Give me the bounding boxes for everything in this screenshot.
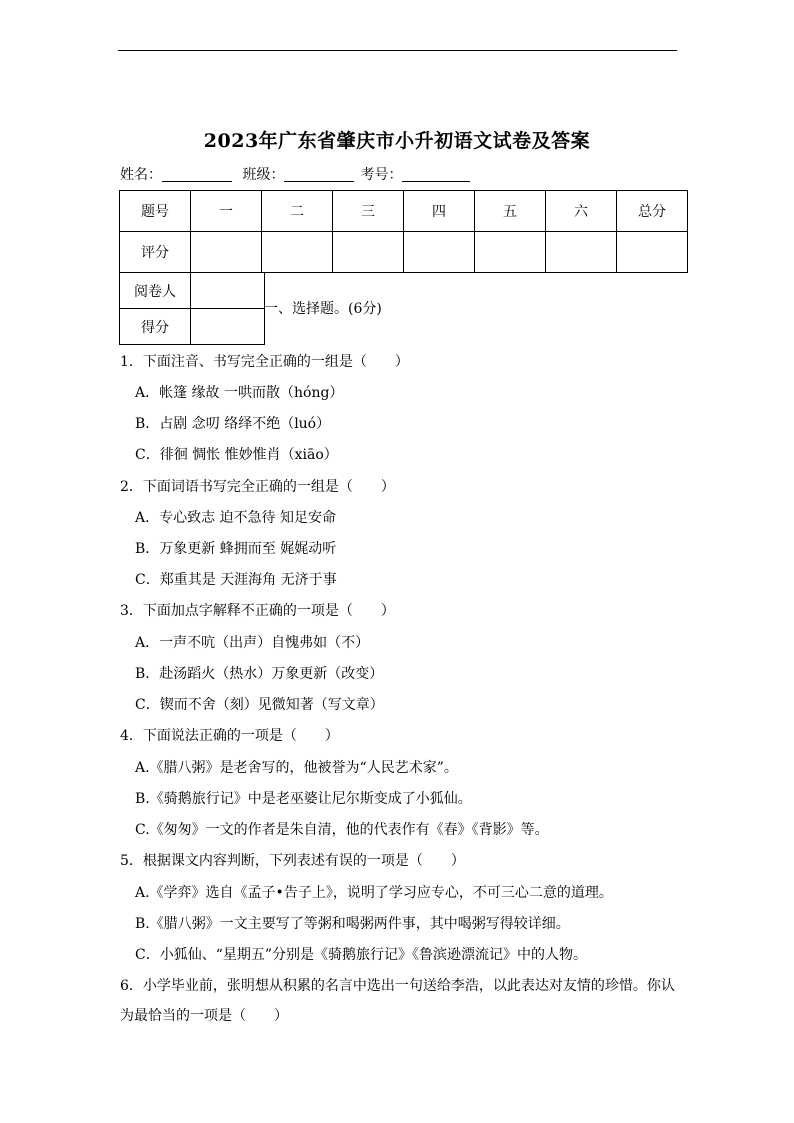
score-header-cell: 四 (404, 191, 475, 232)
score-header-cell: 二 (262, 191, 333, 232)
question-3-option-b: B．赴汤蹈火（热水）万象更新（改变） (135, 666, 384, 682)
question-4-option-b: B.《骑鹅旅行记》中是老巫婆让尼尔斯变成了小狐仙。 (135, 791, 472, 807)
question-4-option-a: A.《腊八粥》是老舍写的，他被誉为“人民艺术家”。 (135, 760, 458, 776)
score-header-cell: 三 (333, 191, 404, 232)
student-info (120, 164, 476, 184)
score-table-header-row (120, 191, 688, 232)
grader-score-cell[interactable] (191, 309, 265, 345)
question-1: 1．下面注音、书写完全正确的一组是（ ） (120, 354, 409, 370)
question-4-option-c: C.《匆匆》一文的作者是朱自清，他的代表作有《春》《背影》等。 (135, 822, 549, 838)
name-label: 姓名： (120, 167, 162, 183)
score-cell[interactable] (262, 232, 333, 273)
question-5: 5．根据课文内容判断，下列表述有误的一项是（ ） (120, 853, 465, 869)
question-5-option-b: B.《腊八粥》一文主要写了等粥和喝粥两件事，其中喝粥写得较详细。 (135, 916, 570, 932)
name-blank[interactable] (162, 167, 232, 182)
score-cell[interactable] (191, 232, 262, 273)
header-rule (118, 50, 677, 51)
question-6-line-2: 为最恰当的一项是（ ） (120, 1008, 288, 1024)
question-5-option-c: C．小狐仙、“星期五”分别是《骑鹅旅行记》《鲁滨逊漂流记》中的人物。 (135, 947, 588, 963)
question-6-line-1: 6．小学毕业前，张明想从积累的名言中选出一句送给李浩，以此表达对友情的珍惜。你认 (120, 978, 675, 994)
class-blank[interactable] (284, 167, 354, 182)
question-4: 4．下面说法正确的一项是（ ） (120, 728, 339, 744)
question-5-option-a: A.《学弈》选自《孟子•告子上》，说明了学习应专心，不可三心二意的道理。 (135, 885, 613, 901)
score-row-label: 评分 (120, 232, 191, 273)
section-heading: 一、选择题。(6分) (264, 301, 382, 317)
score-header-cell: 题号 (120, 191, 191, 232)
score-header-cell: 一 (191, 191, 262, 232)
question-2-option-a: A．专心致志 迫不急待 知足安命 (135, 510, 337, 526)
score-cell[interactable] (475, 232, 546, 273)
question-2-option-c: C．郑重其是 天涯海角 无济于事 (135, 572, 337, 588)
question-3: 3．下面加点字解释不正确的一项是（ ） (120, 603, 395, 619)
question-3-option-a: A．一声不吭（出声）自愧弗如（不） (135, 635, 370, 651)
question-2: 2．下面词语书写完全正确的一组是（ ） (120, 479, 395, 495)
score-cell[interactable] (546, 232, 617, 273)
reviewer-label: 阅卷人 (120, 273, 191, 309)
score-header-cell: 五 (475, 191, 546, 232)
question-3-option-c: C．锲而不舍（刻）见微知著（写文章） (135, 697, 384, 713)
question-1-option-c: C．徘徊 惆怅 惟妙惟肖（xiāo） (135, 447, 338, 463)
score-cell[interactable] (333, 232, 404, 273)
score-cell[interactable] (404, 232, 475, 273)
question-2-option-b: B．万象更新 蜂拥而至 娓娓动听 (135, 541, 337, 557)
question-1-option-a: A．帐篷 缘故 一哄而散（hóng） (135, 385, 344, 401)
score-table-score-row (120, 232, 688, 273)
question-1-option-b: B．占剧 念叨 络绎不绝（luó） (135, 416, 331, 432)
class-label: 班级： (242, 167, 285, 183)
exam-no-blank[interactable] (402, 167, 470, 182)
grader-table (119, 272, 265, 345)
score-cell[interactable] (617, 232, 688, 273)
score-header-cell: 六 (546, 191, 617, 232)
score-header-cell: 总分 (617, 191, 688, 232)
score-table (119, 190, 688, 273)
grader-score-label: 得分 (120, 309, 191, 345)
page-title: 2023年广东省肇庆市小升初语文试卷及答案 (203, 130, 591, 152)
reviewer-cell[interactable] (191, 273, 265, 309)
exam-no-label: 考号： (360, 167, 403, 183)
